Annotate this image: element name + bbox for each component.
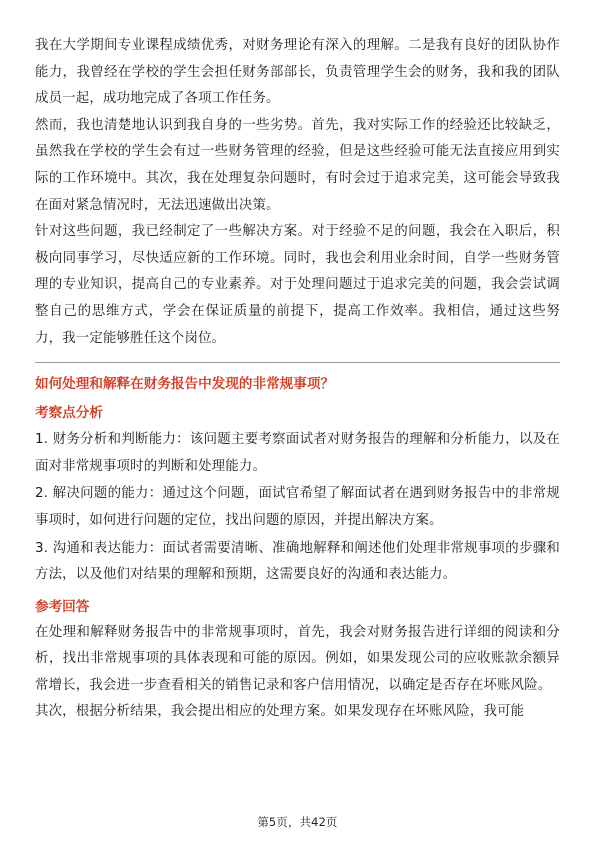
document-page [35,0,560,726]
section-divider [35,362,560,363]
question-heading: 如何处理和解释在财务报告中发现的非常规事项？ [35,376,335,393]
page-footer: 第5页，共42页 [257,815,338,829]
answer-section [35,620,560,726]
answer-paragraph: 在处理和解释财务报告中的非常规事项时，首先，我会对财务报告进行详细的阅读和分析，找出非常规事项的具体表现和可能的原因。例如，如果发现公司的应收账款余额异常增长，我会进一步查看相关的销售记录和客户信用情况，以确定是否存在坏账风险。 [35,624,560,693]
answer-heading: 参考回答 [35,598,90,615]
analysis-point: 1. 财务分析和判断能力：该问题主要考察面试者对财务报告的理解和分析能力，以及在面对非常规事项时的判断和处理能力。 [35,432,560,474]
intro-paragraph: 然而，我也清楚地认识到我自身的一些劣势。首先，我对实际工作的经验还比较缺乏，虽然我在学校的学生会有过一些财务管理的经验，但是这些经验可能无法直接应用到实际的工作环境中。其次，我在处理复杂问题时，有时会过于追求完美，这可能会导致我在面对紧急情况时，无法迅速做出决策。 [35,117,560,213]
analysis-heading: 考察点分析 [35,405,103,422]
analysis-point: 2. 解决问题的能力：通过这个问题，面试官希望了解面试者在遇到财务报告中的非常规事项时，如何进行问题的定位，找出问题的原因，并提出解决方案。 [35,486,560,528]
intro-paragraph: 针对这些问题，我已经制定了一些解决方案。对于经验不足的问题，我会在入职后，积极向同事学习，尽快适应新的工作环境。同时，我也会利用业余时间，自学一些财务管理的专业知识，提高自己的专业素养。对于处理问题过于追求完美的问题，我会尝试调整自己的思维方式，学会在保证质量的前提下，提高工作效率。我相信，通过这些努力，我一定能够胜任这个岗位。 [35,224,560,346]
intro-paragraph: 我在大学期间专业课程成绩优秀，对财务理论有深入的理解。二是我有良好的团队协作能力，我曾经在学校的学生会担任财务部部长，负责管理学生会的财务，我和我的团队成员一起，成功地完成了各项工作任务。 [35,38,560,107]
answer-paragraph: 其次，根据分析结果，我会提出相应的处理方案。如果发现存在坏账风险，我可能 [35,704,525,720]
analysis-points [35,427,560,589]
intro-section [35,0,560,352]
analysis-point: 3. 沟通和表达能力：面试者需要清晰、准确地解释和阐述他们处理非常规事项的步骤和方法，以及他们对结果的理解和预期，这需要良好的沟通和表达能力。 [35,540,560,583]
